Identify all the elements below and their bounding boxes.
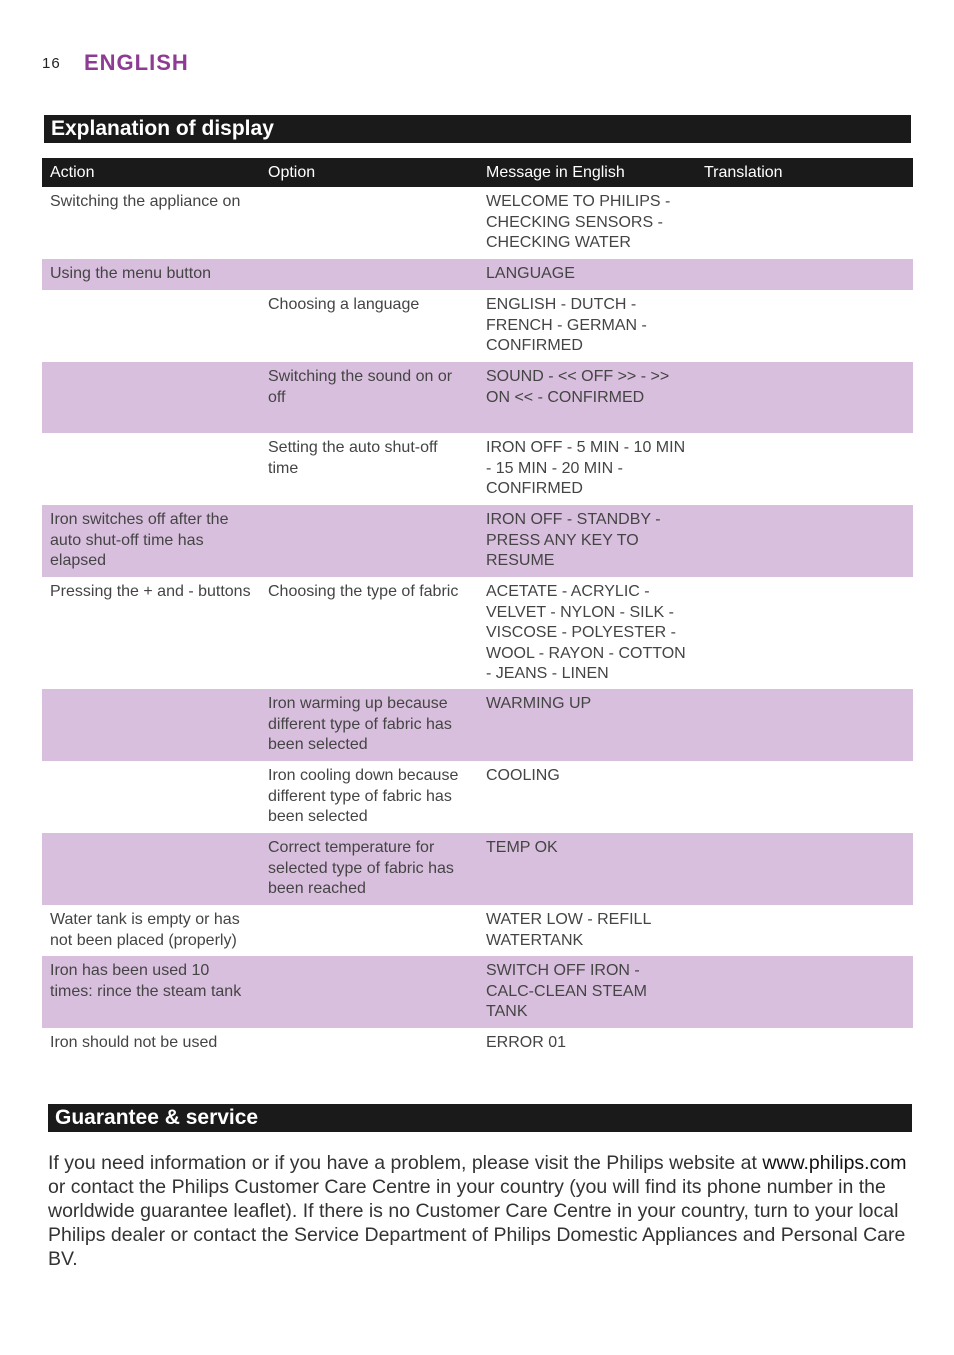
table-row <box>42 290 913 362</box>
column-header-message: Message in English <box>478 158 696 187</box>
cell-translation <box>696 290 913 362</box>
cell-message: SOUND - << OFF >> - >> ON << - CONFIRMED <box>478 362 696 433</box>
cell-message: LANGUAGE <box>478 259 696 290</box>
table-row <box>42 505 913 577</box>
table-header-row <box>42 158 913 187</box>
cell-option <box>260 1028 478 1059</box>
table-row <box>42 577 913 689</box>
section-title-display: Explanation of display <box>44 115 911 143</box>
cell-option <box>260 259 478 290</box>
display-messages-table <box>42 158 913 1059</box>
cell-action <box>42 761 260 833</box>
cell-translation <box>696 505 913 577</box>
cell-option <box>260 905 478 956</box>
cell-action <box>42 362 260 433</box>
philips-website-link[interactable]: www.philips.com <box>762 1152 907 1174</box>
cell-message: SWITCH OFF IRON - CALC-CLEAN STEAM TANK <box>478 956 696 1028</box>
table-row <box>42 905 913 956</box>
cell-translation <box>696 833 913 905</box>
table-row <box>42 956 913 1028</box>
cell-translation <box>696 259 913 290</box>
table-row <box>42 761 913 833</box>
cell-action: Iron has been used 10 times: rince the steam tank <box>42 956 260 1028</box>
table-row <box>42 187 913 259</box>
table-row <box>42 689 913 761</box>
cell-translation <box>696 187 913 259</box>
cell-translation <box>696 1028 913 1059</box>
cell-action <box>42 433 260 505</box>
cell-action: Iron switches off after the auto shut-off time has elapsed <box>42 505 260 577</box>
cell-message: WATER LOW - REFILL WATERTANK <box>486 911 651 949</box>
cell-action <box>42 689 260 761</box>
table-row <box>42 433 913 505</box>
cell-message: COOLING <box>486 767 560 784</box>
column-header-option: Option <box>260 158 478 187</box>
table-row <box>42 259 913 290</box>
cell-translation <box>696 362 913 433</box>
cell-option <box>260 187 478 259</box>
cell-message: IRON OFF - STANDBY - PRESS ANY KEY TO RESUME <box>478 505 696 577</box>
cell-translation <box>696 577 913 689</box>
cell-message: ENGLISH - DUTCH - FRENCH - GERMAN - CONFIRMED <box>486 296 647 354</box>
table-row <box>42 362 913 433</box>
cell-option: Iron cooling down because different type of fabric has been selected <box>268 767 459 825</box>
cell-action <box>42 290 260 362</box>
cell-action <box>42 833 260 905</box>
cell-translation <box>696 689 913 761</box>
guarantee-paragraph <box>48 1151 918 1271</box>
section-title-guarantee: Guarantee & service <box>48 1104 912 1132</box>
cell-action: Water tank is empty or has not been placed (properly) <box>50 911 240 949</box>
page-number: 16 <box>42 55 61 72</box>
table-row <box>42 1028 913 1059</box>
cell-option: Setting the auto shut-off time <box>268 439 438 477</box>
column-header-translation: Translation <box>696 158 913 187</box>
cell-translation <box>696 761 913 833</box>
cell-option: Choosing a language <box>268 296 420 313</box>
cell-message: WELCOME TO PHILIPS - CHECKING SENSORS - CHECKING WATER <box>486 193 671 251</box>
cell-option <box>260 956 478 1028</box>
guarantee-text-end: or contact the Philips Customer Care Centre in your country (you will find its phone number in the worldwide guarantee leaflet). If there is no Customer Care Centre in your country, turn to your local Philips dealer or contact the Service Department of Philips Domestic Appliances and Personal Care BV. <box>48 1176 906 1270</box>
language-heading: ENGLISH <box>84 50 189 75</box>
cell-translation <box>696 433 913 505</box>
cell-option: Switching the sound on or off <box>260 362 478 433</box>
cell-message: WARMING UP <box>478 689 696 761</box>
cell-translation <box>696 905 913 956</box>
cell-message: ERROR 01 <box>486 1034 567 1051</box>
cell-message: TEMP OK <box>478 833 696 905</box>
cell-action: Using the menu button <box>42 259 260 290</box>
cell-action: Pressing the + and - buttons <box>50 583 251 600</box>
table-row <box>42 833 913 905</box>
column-header-action: Action <box>42 158 260 187</box>
cell-option <box>260 505 478 577</box>
guarantee-text-start: If you need information or if you have a problem, please visit the Philips website at <box>48 1152 763 1174</box>
cell-option: Correct temperature for selected type of fabric has been reached <box>260 833 478 905</box>
cell-action: Switching the appliance on <box>50 193 241 210</box>
cell-message: IRON OFF - 5 MIN - 10 MIN - 15 MIN - 20 MIN - CONFIRMED <box>486 439 686 497</box>
cell-message: ACETATE - ACRYLIC - VELVET - NYLON - SILK - VISCOSE - POLYESTER - WOOL - RAYON - COTTON - JEANS - LINEN <box>486 583 686 682</box>
cell-option: Choosing the type of fabric <box>268 583 459 600</box>
cell-option: Iron warming up because different type of fabric has been selected <box>260 689 478 761</box>
cell-translation <box>696 956 913 1028</box>
cell-action: Iron should not be used <box>50 1034 218 1051</box>
